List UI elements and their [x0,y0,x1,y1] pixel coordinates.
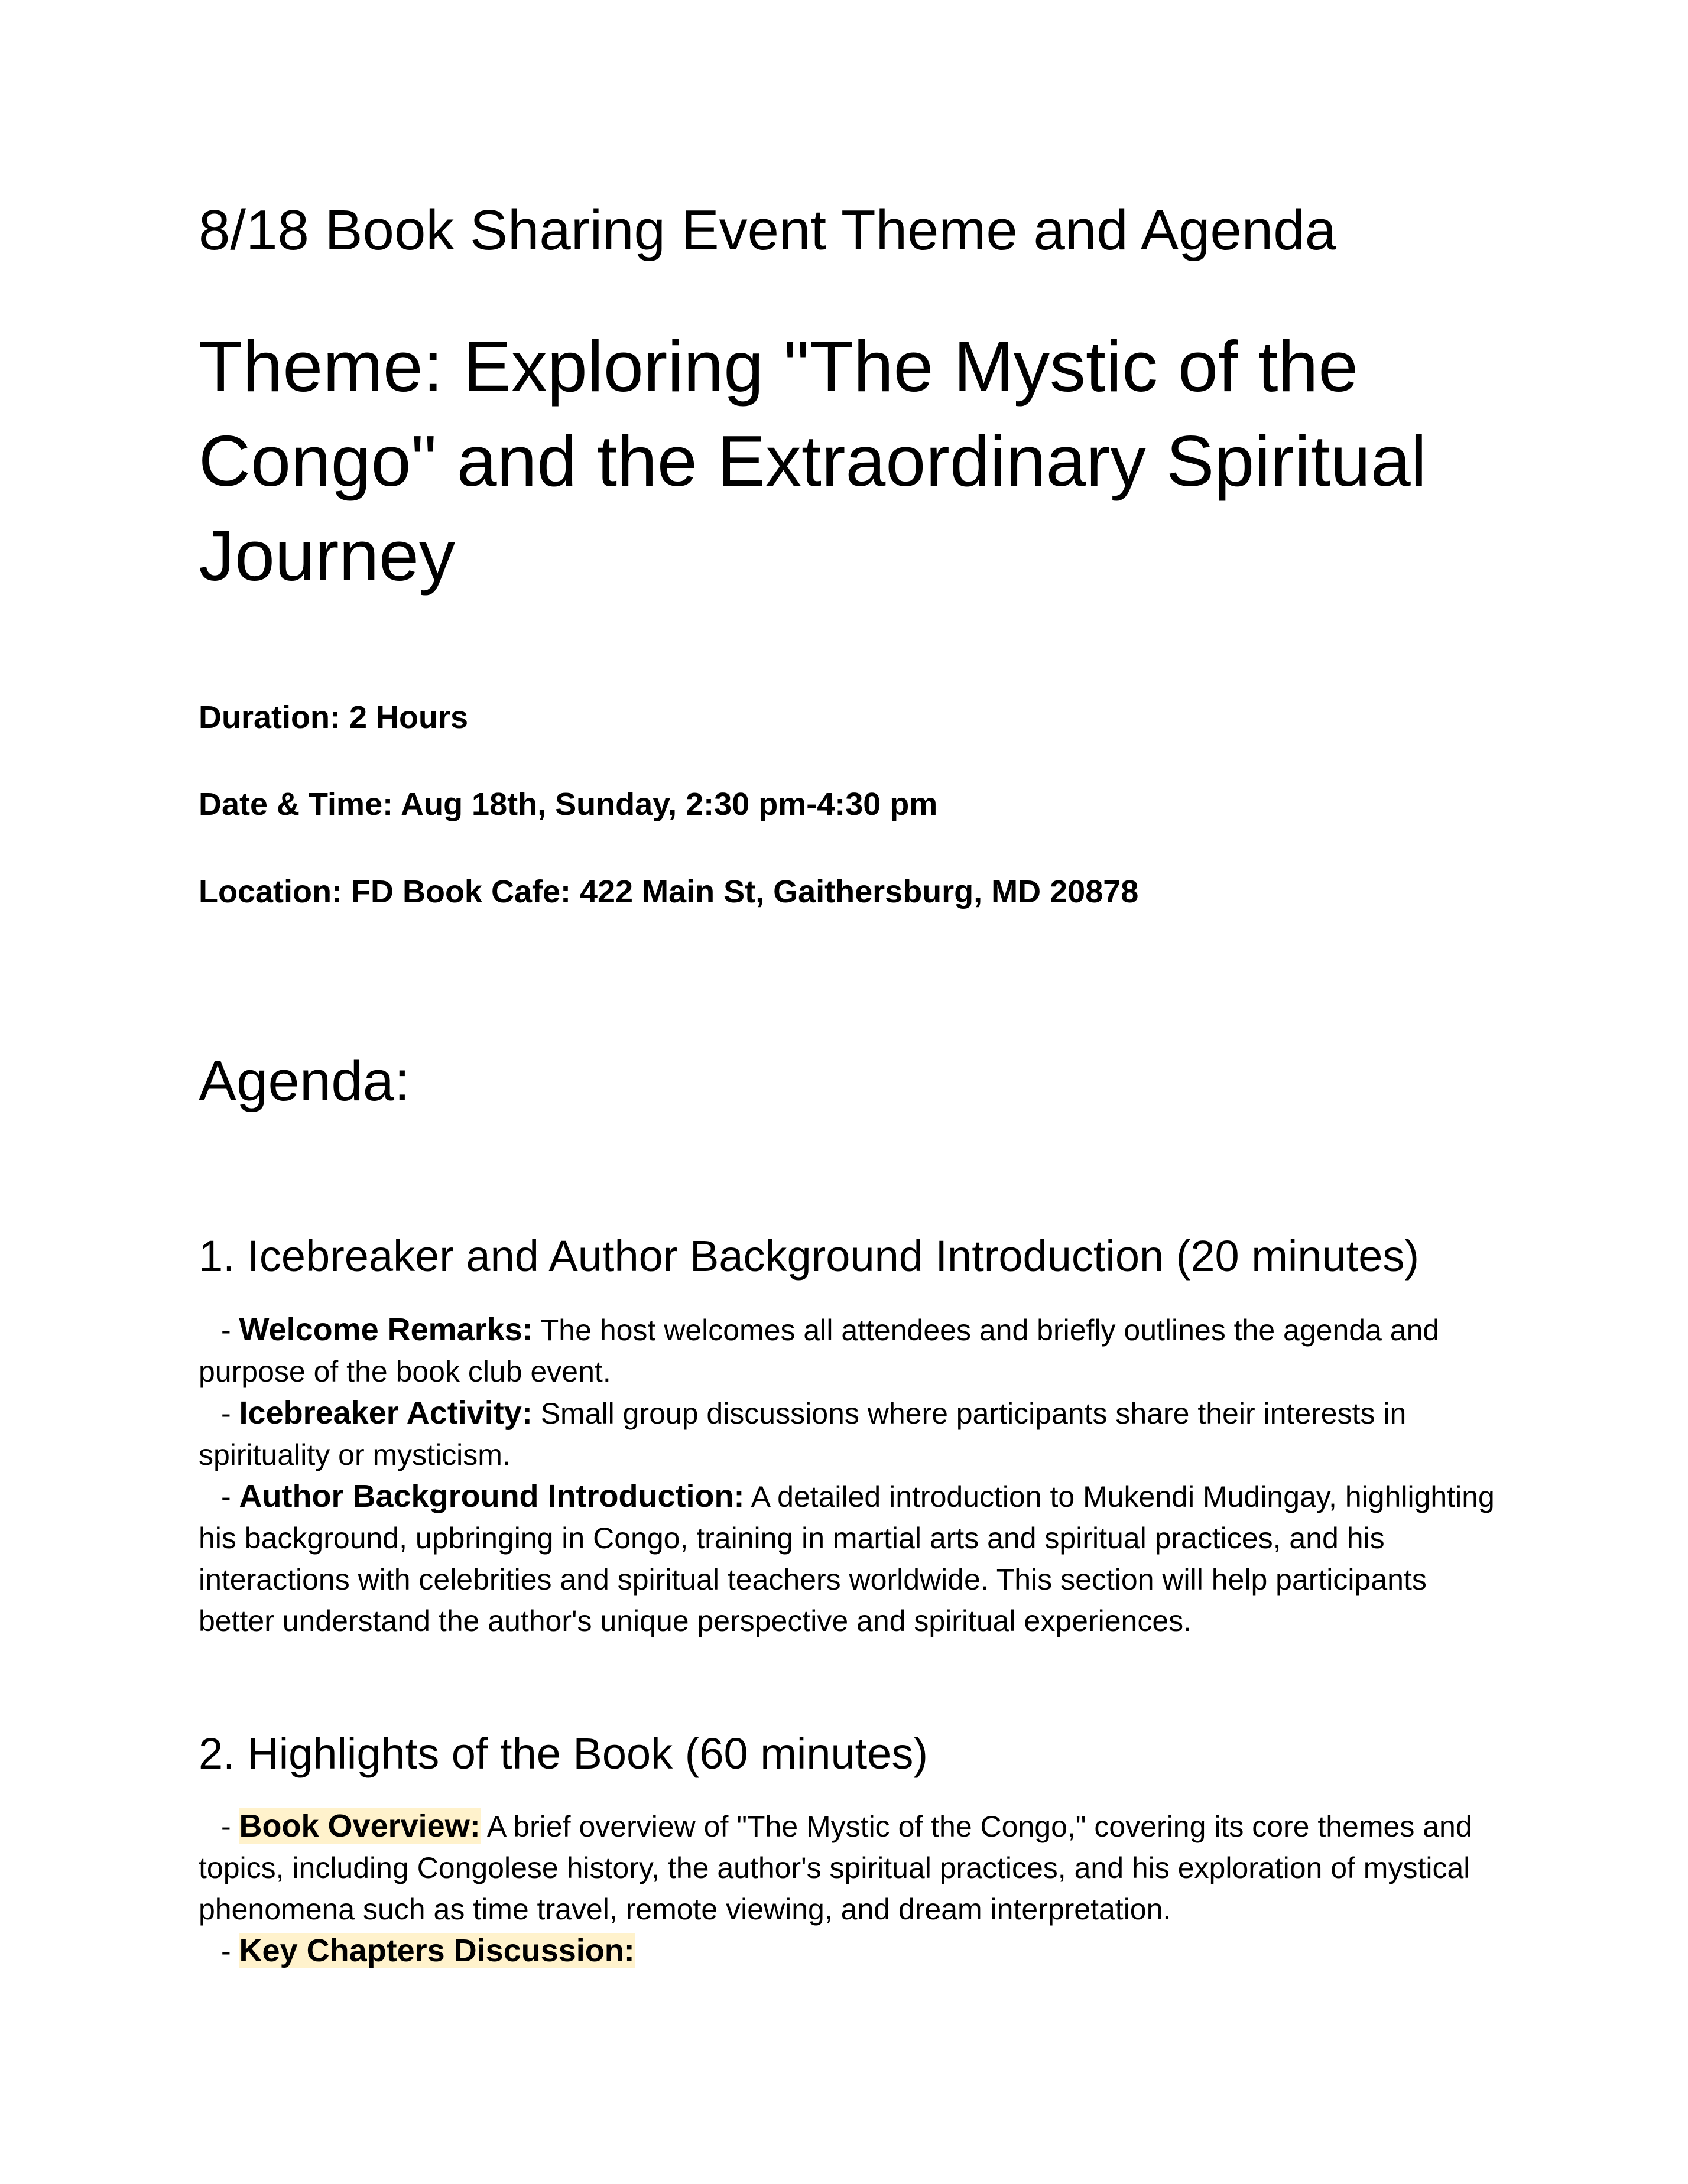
section-items-highlights [199,1805,1499,1972]
item-label: Author Background Introduction: [239,1478,745,1514]
item-label: Welcome Remarks: [239,1312,533,1347]
item-text: A brief overview of "The Mystic of the Congo," covering its core themes and topics, including Congolese history, the author's spiritual practices, and his exploration of mystical phenomena such as time travel, remote viewing, and dream interpretation. [199,1810,1472,1926]
section-heading-highlights: 2. Highlights of the Book (60 minutes) [199,1729,928,1778]
section-items-icebreaker [199,1309,1499,1642]
agenda-item: - Icebreaker Activity: Small group discussions where participants share their interests in spirituality or mysticism. [199,1395,1407,1471]
document-title: 8/18 Book Sharing Event Theme and Agenda [199,199,1336,262]
agenda-item: - Welcome Remarks: The host welcomes all attendees and briefly outlines the agenda and purpose of the book club event. [199,1312,1440,1388]
item-label: Icebreaker Activity: [239,1395,533,1431]
agenda-item: - Author Background Introduction: A detailed introduction to Mukendi Mudingay, highlighting his background, upbringing in Congo, training in martial arts and spiritual practices, and his interactions with celebrities and spiritual teachers worldwide. This section will help participants better understand the author's unique perspective and spiritual experiences. [199,1478,1495,1637]
section-heading-icebreaker: 1. Icebreaker and Author Background Introduction (20 minutes) [199,1231,1419,1280]
item-label-highlighted: Book Overview: [239,1808,481,1844]
item-label-highlighted: Key Chapters Discussion: [239,1933,635,1968]
item-text: The host welcomes all attendees and briefly outlines the agenda and purpose of the book club event. [199,1314,1440,1388]
agenda-heading: Agenda: [199,1049,410,1113]
agenda-item: - Book Overview: A brief overview of "The Mystic of the Congo," covering its core themes and topics, including Congolese history, the author's spiritual practices, and his exploration of mystical phenomena such as time travel, remote viewing, and dream interpretation. [199,1808,1472,1926]
agenda-item: - Key Chapters Discussion: [221,1933,635,1968]
duration-line: Duration: 2 Hours [199,700,469,735]
location-line: Location: FD Book Cafe: 422 Main St, Gaithersburg, MD 20878 [199,874,1139,909]
item-text: Small group discussions where participants share their interests in spirituality or mysticism. [199,1397,1407,1471]
theme-heading: Theme: Exploring "The Mystic of the Congo" and the Extraordinary Spiritual Journey [199,326,1427,596]
item-text: A detailed introduction to Mukendi Mudingay, highlighting his background, upbringing in Congo, training in martial arts and spiritual practices, and his interactions with celebrities and spiritual teachers worldwide. This section will help participants better understand the author's unique perspective and spiritual experiences. [199,1480,1495,1637]
date-time-line: Date & Time: Aug 18th, Sunday, 2:30 pm-4:30 pm [199,786,938,822]
